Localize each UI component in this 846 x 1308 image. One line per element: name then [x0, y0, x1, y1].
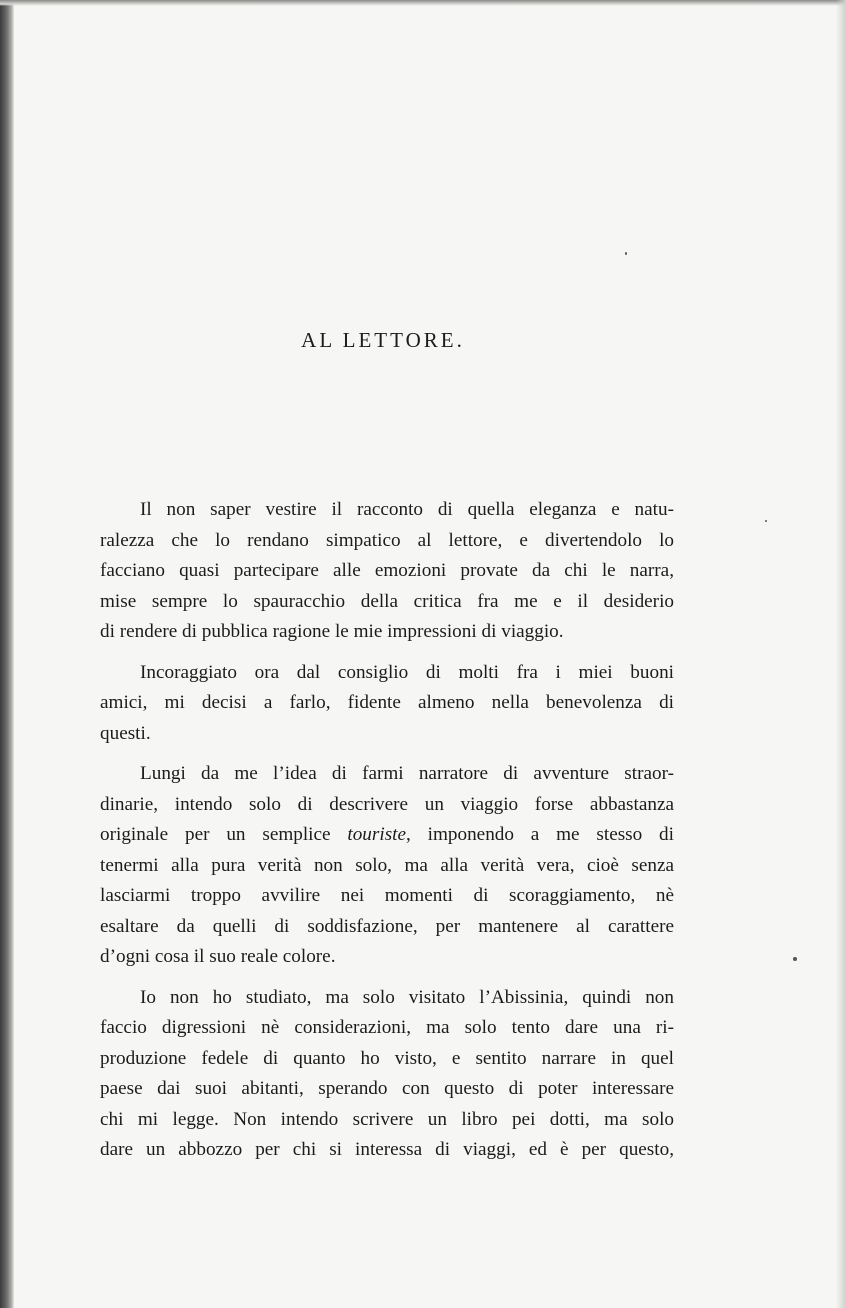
text-line: esaltare da quelli di soddisfazione, per mantenere al carattere	[100, 915, 674, 937]
text-line: produzione fedele di quanto ho visto, e sentito narrare in quel	[100, 1047, 674, 1069]
paragraph-4	[100, 983, 674, 1166]
text-line: chi mi legge. Non intendo scrivere un libro pei dotti, ma solo	[100, 1108, 674, 1130]
text-line: Il non saper vestire il racconto di quella eleganza e natu-	[140, 499, 674, 520]
page-heading: AL LETTORE.	[301, 328, 465, 352]
text-line: mise sempre lo spauracchio della critica fra me e il desiderio	[100, 590, 674, 612]
text-line: di rendere di pubblica ragione le mie impressioni di viaggio.	[100, 621, 564, 642]
text-line: amici, mi decisi a farlo, fidente almeno nella benevolenza di	[100, 692, 674, 713]
text-line: Incoraggiato ora dal consiglio di molti fra i miei buoni	[140, 661, 674, 683]
text-line: Lungi da me l’idea di farmi narratore di avventure straor-	[140, 763, 674, 784]
paragraph-1	[100, 495, 674, 648]
text-line: d’ogni cosa il suo reale colore.	[100, 946, 336, 967]
text-line: dinarie, intendo solo di descrivere un viaggio forse abbastanza	[100, 793, 674, 815]
scan-speck	[625, 252, 627, 255]
text-line: Io non ho studiato, ma solo visitato l’Abissinia, quindi non	[140, 986, 674, 1008]
binding-edge	[0, 0, 14, 1308]
italic-word: touriste	[347, 824, 407, 845]
scan-speck	[765, 520, 767, 522]
text-line: questi.	[100, 722, 151, 744]
text-line: lasciarmi troppo avvilire nei momenti di scoraggiamento, nè	[100, 885, 674, 906]
scan-speck	[793, 957, 797, 961]
text-line: originale per un semplice touriste, imponendo a me stesso di	[100, 824, 674, 845]
text-line: facciano quasi partecipare alle emozioni provate da chi le narra,	[100, 560, 674, 581]
body-text	[100, 495, 674, 1176]
text-line: tenermi alla pura verità non solo, ma alla verità vera, cioè senza	[100, 854, 674, 876]
page-top-edge	[0, 0, 846, 6]
text-line: faccio digressioni nè considerazioni, ma solo tento dare una ri-	[100, 1017, 674, 1038]
page-right-edge	[836, 0, 846, 1308]
text-line: ralezza che lo rendano simpatico al lettore, e divertendolo lo	[100, 529, 674, 551]
paragraph-3	[100, 759, 674, 973]
paragraph-2	[100, 658, 674, 750]
text-line: paese dai suoi abitanti, sperando con questo di poter interessare	[100, 1078, 674, 1099]
text-line: dare un abbozzo per chi si interessa di viaggi, ed è per questo,	[100, 1139, 674, 1160]
